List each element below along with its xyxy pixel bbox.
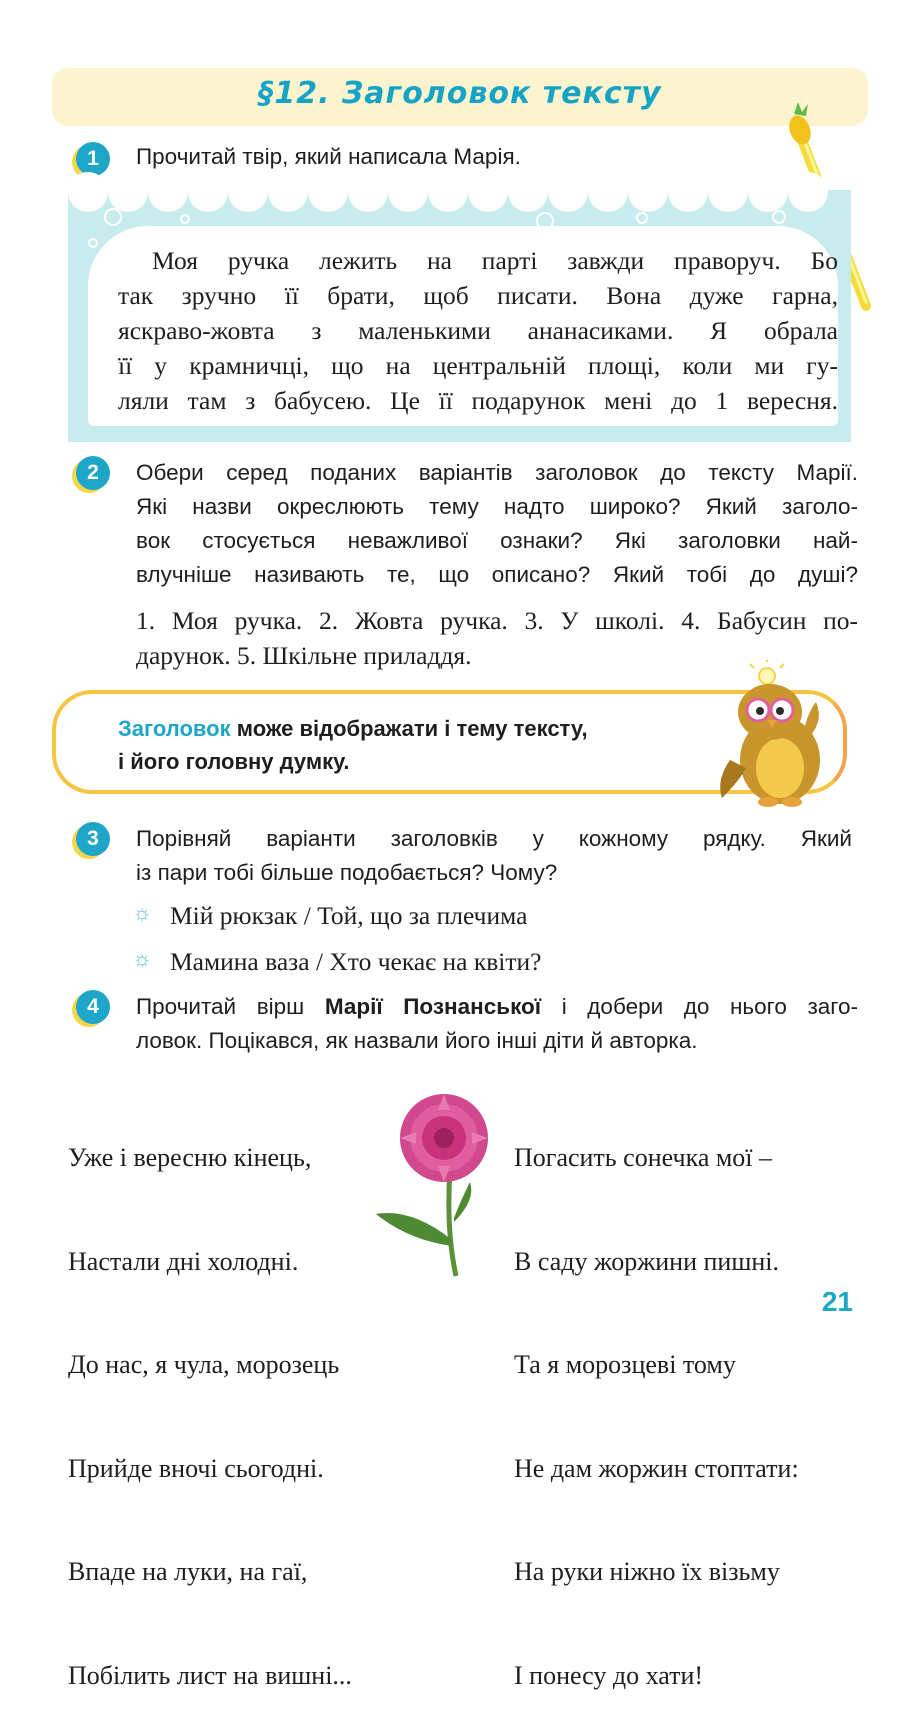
maria-text-line: ляли там з бабусею. Це її подарунок мені до 1 вересня. [118, 386, 838, 415]
frame-scallop [68, 172, 108, 212]
page-number: 21 [821, 1286, 853, 1317]
frame-scallop [148, 172, 188, 212]
frame-scallop [268, 172, 308, 212]
decor-bubble [180, 214, 190, 224]
poem-line: Впаде на луки, на гаї, [68, 1557, 308, 1586]
task-2-line: влучніше називають те, що описано? Який тобі до душі? [136, 562, 858, 587]
frame-scallop [788, 172, 828, 212]
pair-2: Мамина ваза / Хто чекає на квіти? [170, 947, 542, 976]
poem-line: Уже і вересню кінець, [68, 1143, 312, 1172]
task-4-after: і добери до нього заго- [541, 994, 858, 1019]
task-4-line-2: ловок. Поцікався, як назвали його інші діти й авторка. [136, 1028, 698, 1053]
sun-bullet-icon: ☼ [132, 946, 153, 971]
owl-illustration [712, 660, 842, 810]
rule-text [118, 712, 588, 778]
task-number-3: 3 [76, 822, 110, 856]
decor-bubble [636, 212, 648, 224]
frame-scallop [468, 172, 508, 212]
frame-scallop [588, 172, 628, 212]
page-title: §12. Заголовок тексту [258, 76, 662, 111]
frame-scallop [388, 172, 428, 212]
frame-scallop [308, 172, 348, 212]
maria-text-line: так зручно її брати, щоб писати. Вона дуже гарна, [118, 281, 838, 310]
poem-line: Погасить сонечка мої – [514, 1143, 773, 1172]
frame-scallop [108, 172, 148, 212]
maria-text [118, 243, 838, 418]
task-4-text [136, 990, 858, 1058]
task-4-before: Прочитай вірш [136, 994, 325, 1019]
frame-scallop [628, 172, 668, 212]
frame-scallop [228, 172, 268, 212]
poem-line: І понесу до хати! [514, 1660, 704, 1690]
decor-bubble [104, 208, 122, 226]
task-number-2: 2 [76, 456, 110, 490]
poem-line: Настали дні холодні. [68, 1246, 299, 1276]
poem-line: Та я морозцеві тому [514, 1350, 736, 1379]
title-options-line: дарунок. 5. Шкільне приладдя. [136, 641, 472, 670]
decor-bubble [88, 238, 98, 248]
task-4-author: Марії Познанської [324, 994, 542, 1019]
poem-line: До нас, я чула, морозець [68, 1350, 340, 1379]
poem-left-column [68, 1072, 352, 1728]
dahlia-flower-illustration [372, 1090, 512, 1280]
task-2-line: Які назви окреслюють тему надто широко? Який заголо- [136, 494, 858, 519]
title-options-line: 1. Моя ручка. 2. Жовта ручка. 3. У школі. 4. Бабусин по- [136, 606, 858, 635]
poem-line: Побілить лист на вишні... [68, 1660, 352, 1690]
task-2-text [136, 456, 858, 592]
poem-line: Не дам жоржин стоптати: [514, 1453, 799, 1483]
sun-bullet-icon: ☼ [132, 900, 153, 925]
frame-scallop [668, 172, 708, 212]
poem-line: На руки ніжно їх візьму [514, 1557, 780, 1586]
decor-bubble [772, 210, 786, 224]
task-number-4: 4 [76, 990, 110, 1024]
task-2-line: вок стосується неважливої ознаки? Які заголовки най- [136, 528, 858, 553]
task-3-line: із пари тобі більше подобається? Чому? [136, 860, 558, 885]
task-number-1: 1 [76, 142, 110, 176]
poem-line: В саду жоржини пишні. [514, 1246, 779, 1276]
frame-scallop [708, 172, 748, 212]
pair-1: Мій рюкзак / Той, що за плечима [170, 901, 528, 930]
poem-right-column [514, 1072, 799, 1728]
task-1-text: Прочитай твір, який написала Марія. [136, 144, 521, 169]
frame-scallop [188, 172, 228, 212]
rule-line-2: і його головну думку. [118, 749, 350, 774]
frame-scallop [548, 172, 588, 212]
task-3-text [136, 822, 852, 890]
frame-scallop [508, 172, 548, 212]
task-3-line: Порівняй варіанти заголовків у кожному рядку. Який [136, 826, 852, 851]
frame-scallop [348, 172, 388, 212]
maria-text-line: її у крамничці, що на центральній площі, коли ми гу- [118, 351, 838, 380]
maria-text-line: Моя ручка лежить на парті завжди праворуч. Бо [152, 246, 838, 275]
poem-line: Прийде вночі сьогодні. [68, 1453, 324, 1483]
maria-text-line: яскраво-жовта з маленькими ананасиками. Я обрала [118, 316, 838, 345]
rule-highlight: Заголовок [118, 716, 231, 741]
task-2-line: Обери серед поданих варіантів заголовок до тексту Марії. [136, 460, 858, 485]
frame-scallop [428, 172, 468, 212]
rule-line-1: може відображати і тему тексту, [230, 716, 588, 741]
frame-scallop [748, 172, 788, 212]
